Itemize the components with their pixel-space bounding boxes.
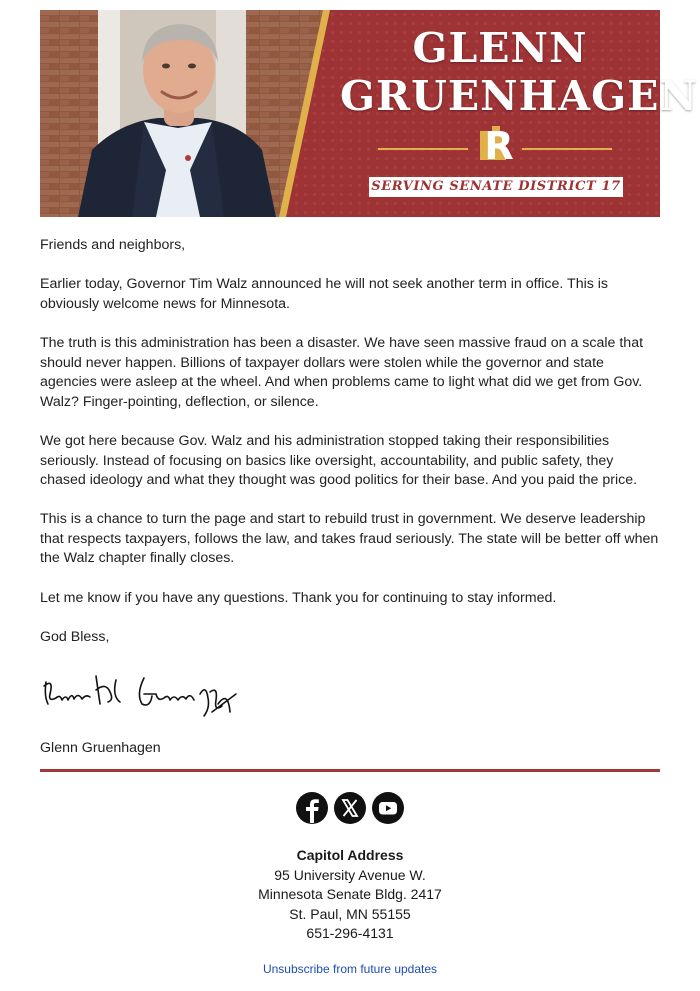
x-icon[interactable] bbox=[334, 792, 366, 824]
capitol-address bbox=[0, 846, 700, 944]
closing: God Bless, bbox=[40, 629, 110, 645]
paragraph-2: The truth is this administration has been a disaster. We have seen massive fraud on a scale that should never happen. Billions of taxpayer dollars were stolen while the governor and state agencies were asleep at the wheel. And when problems came to light what did we get from Gov. Walz? Finger-pointing, deflection, or silence. bbox=[40, 335, 644, 410]
address-line-1: 95 University Avenue W. bbox=[274, 866, 426, 883]
address-phone: 651-296-4131 bbox=[306, 925, 394, 942]
banner-last-name: GRUENHAGEN bbox=[340, 72, 698, 120]
unsubscribe-footer bbox=[0, 962, 700, 976]
address-line-3: St. Paul, MN 55155 bbox=[289, 905, 411, 922]
banner-first-name: GLENN bbox=[412, 24, 588, 72]
paragraph-4: This is a chance to turn the page and start to rebuild trust in government. We deserve leadership that respects taxpayers, follows the law, and takes fraud seriously. The state will be better off when the Walz chapter finally closes. bbox=[40, 511, 659, 567]
footer-divider bbox=[40, 769, 660, 772]
address-line-2: Minnesota Senate Bldg. 2417 bbox=[258, 886, 442, 903]
unsubscribe-link[interactable]: Unsubscribe from future updates bbox=[262, 962, 438, 976]
banner-logo-letter: R bbox=[484, 124, 514, 168]
paragraph-5: Let me know if you have any questions. Thank you for continuing to stay informed. bbox=[40, 590, 557, 606]
signature-image bbox=[40, 664, 240, 726]
banner-tagline: SERVING SENATE DISTRICT 17 bbox=[369, 177, 623, 197]
header-banner bbox=[40, 10, 698, 217]
signer-name: Glenn Gruenhagen bbox=[40, 740, 161, 756]
address-heading: Capitol Address bbox=[296, 847, 404, 863]
paragraph-1: Earlier today, Governor Tim Walz announced he will not seek another term in office. This is obviously welcome news for Minnesota. bbox=[40, 276, 609, 312]
social-links bbox=[0, 792, 700, 824]
paragraph-3: We got here because Gov. Walz and his administration stopped taking their responsibilities seriously. Instead of focusing on basics like oversight, accountability, and public safety, they chased ideology and what they thought was good politics for their base. And you paid the price. bbox=[40, 433, 638, 489]
facebook-icon[interactable] bbox=[296, 792, 328, 824]
youtube-icon[interactable] bbox=[372, 792, 404, 824]
greeting: Friends and neighbors, bbox=[40, 237, 186, 253]
